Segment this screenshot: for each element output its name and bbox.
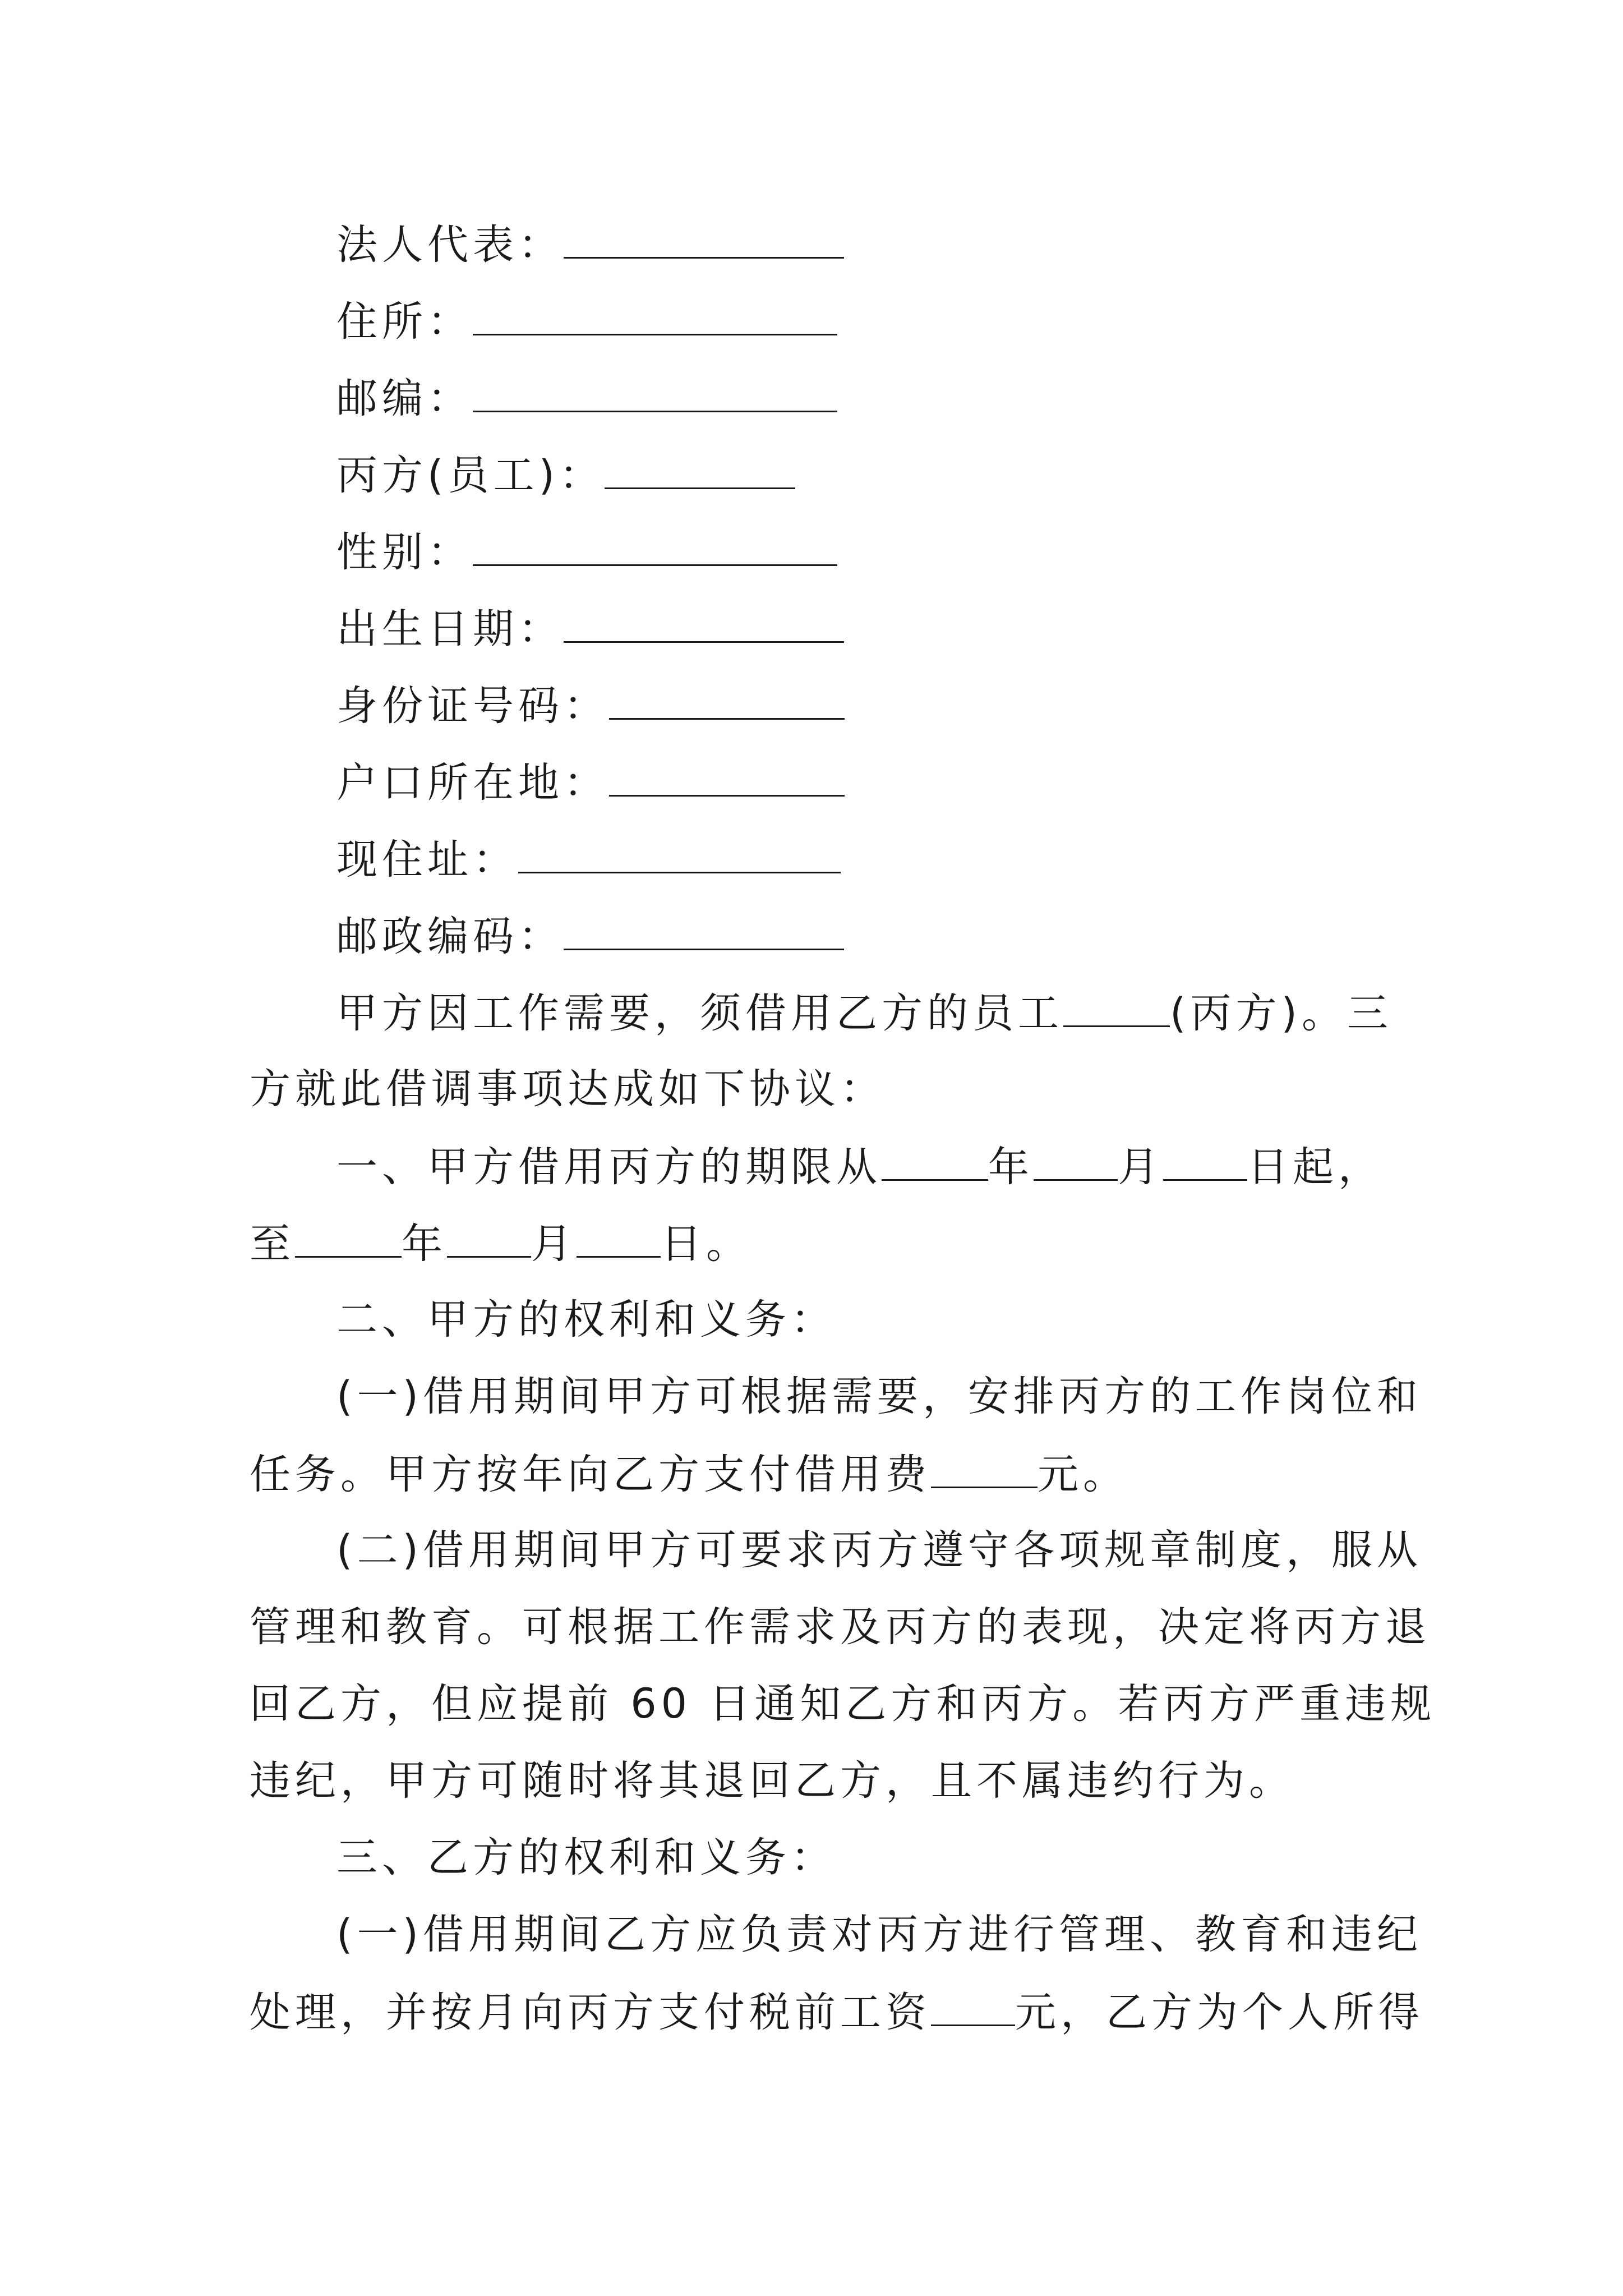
text-segment: 回乙方，但应提前 60 日通知乙方和丙方。若丙方严重违规 <box>250 1680 1436 1728</box>
fill-blank <box>931 1991 1015 2026</box>
section-2-item-2-line-3 <box>250 1680 1436 1728</box>
section-2-item-2-line-4 <box>250 1757 1294 1805</box>
text-segment: 至 <box>250 1220 295 1268</box>
fill-blank <box>518 838 841 873</box>
clause-1-line-2 <box>250 1220 751 1268</box>
field-label: 邮编： <box>336 375 473 422</box>
intro-line-2 <box>250 1065 886 1113</box>
fill-blank <box>564 915 844 950</box>
field-label: 法人代表： <box>336 221 564 269</box>
text-segment: 元，乙方为个人所得 <box>1015 1989 1424 2036</box>
field-label: 住所： <box>336 298 473 346</box>
section-3-heading <box>336 1834 836 1881</box>
text-segment: (丙方)。三 <box>1170 990 1393 1037</box>
fill-blank <box>931 1453 1038 1488</box>
section-heading: 二、甲方的权利和义务： <box>336 1296 836 1343</box>
text-segment: 日。 <box>661 1220 751 1268</box>
clause-1-line-1 <box>336 1143 1384 1191</box>
field-label: 出生日期： <box>336 605 564 653</box>
section-2-item-1-line-2 <box>250 1451 1128 1498</box>
text-segment: 一、甲方借用丙方的期限从 <box>336 1143 882 1191</box>
field-postal-code <box>336 913 844 960</box>
fill-blank <box>882 1145 988 1181</box>
field-address <box>336 298 837 346</box>
field-label: 邮政编码： <box>336 913 564 960</box>
field-gender <box>336 528 837 576</box>
text-segment: 月 <box>1118 1143 1163 1191</box>
field-label: 身份证号码： <box>336 682 609 730</box>
section-heading: 三、乙方的权利和义务： <box>336 1834 836 1881</box>
text-segment: 方就此借调事项达成如下协议： <box>250 1065 886 1113</box>
fill-blank <box>577 1222 661 1258</box>
fill-blank <box>609 684 845 720</box>
text-segment: 处理，并按月向丙方支付税前工资 <box>250 1989 931 2036</box>
text-segment: 元。 <box>1038 1451 1128 1498</box>
text-segment: (二)借用期间甲方可要求丙方遵守各项规章制度，服从 <box>336 1526 1422 1574</box>
text-segment: 月 <box>531 1220 577 1268</box>
section-2-heading <box>336 1296 836 1343</box>
field-id-number <box>336 682 845 730</box>
text-segment: 年 <box>402 1220 447 1268</box>
fill-blank <box>447 1222 531 1258</box>
fill-blank <box>473 531 837 566</box>
fill-blank <box>564 223 844 259</box>
fill-blank <box>473 377 837 412</box>
section-3-item-1-line-1 <box>336 1911 1422 1958</box>
text-segment: 甲方因工作需要，须借用乙方的员工 <box>336 990 1063 1037</box>
fill-blank <box>295 1222 402 1258</box>
fill-blank <box>605 454 795 489</box>
text-segment: 任务。甲方按年向乙方支付借用费 <box>250 1451 931 1498</box>
field-hukou <box>336 759 845 807</box>
field-current-address <box>336 836 841 884</box>
fill-blank <box>1163 1145 1247 1181</box>
text-segment: 年 <box>988 1143 1034 1191</box>
field-postcode <box>336 375 837 422</box>
field-legal-rep <box>336 221 844 269</box>
fill-blank <box>1034 1145 1118 1181</box>
text-segment: 日起， <box>1247 1143 1384 1191</box>
text-segment: 违纪，甲方可随时将其退回乙方，且不属违约行为。 <box>250 1757 1294 1805</box>
fill-blank <box>473 300 837 335</box>
field-birthdate <box>336 605 844 653</box>
section-3-item-1-line-2 <box>250 1989 1424 2036</box>
field-label: 户口所在地： <box>336 759 609 807</box>
field-label: 丙方(员工)： <box>336 452 605 499</box>
section-2-item-1-line-1 <box>336 1373 1422 1420</box>
text-segment: (一)借用期间乙方应负责对丙方进行管理、教育和违纪 <box>336 1911 1422 1958</box>
field-label: 性别： <box>336 528 473 576</box>
fill-blank <box>564 608 844 643</box>
text-segment: (一)借用期间甲方可根据需要，安排丙方的工作岗位和 <box>336 1373 1422 1420</box>
intro-line-1 <box>336 990 1393 1037</box>
fill-blank <box>609 761 845 797</box>
fill-blank <box>1063 992 1170 1027</box>
field-label: 现住址： <box>336 836 518 884</box>
section-2-item-2-line-1 <box>336 1526 1422 1574</box>
text-segment: 管理和教育。可根据工作需求及丙方的表现，决定将丙方退 <box>250 1603 1431 1651</box>
section-2-item-2-line-2 <box>250 1603 1431 1651</box>
field-party-c <box>336 452 795 499</box>
